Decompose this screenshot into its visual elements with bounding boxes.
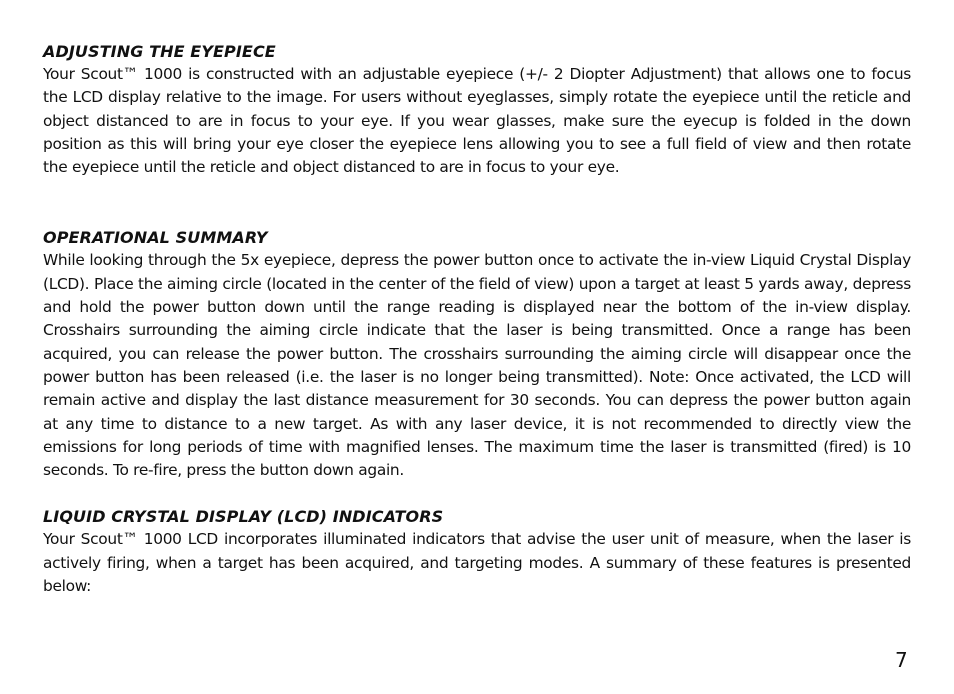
section-lcd-indicators — [43, 505, 911, 598]
section-body: While looking through the 5x eyepiece, depress the power button once to activate the in-view Liquid Crystal Display (LCD). Place the aiming circle (located in the center of the field of view) upon a target at least 5 yards away, depress and hold the power button down until the range reading is displayed near the bottom of the in-view display. Crosshairs surrounding the aiming circle indicate that the laser is being transmitted. Once a range has been acquired, you can release the power button. The crosshairs surrounding the aiming circle will disappear once the power button has been released (i.e. the laser is no longer being transmitted). Note: Once activated, the LCD will remain active and display the last distance measurement for 30 seconds. You can depress the power button again at any time to distance to a new target. As with any laser device, it is not recommended to directly view the emissions for long periods of time with magnified lenses. The maximum time the laser is transmitted (fired) is 10 seconds. To re-fire, press the button down again. — [43, 251, 911, 480]
page-number: 7 — [895, 648, 908, 672]
section-body: Your Scout™ 1000 LCD incorporates illuminated indicators that advise the user unit of measure, when the laser is actively firing, when a target has been acquired, and targeting modes. A summary of these features is presented below: — [43, 530, 911, 596]
section-operational-summary — [43, 226, 911, 482]
manual-page-content — [43, 40, 911, 598]
section-heading: OPERATIONAL SUMMARY — [43, 228, 268, 248]
section-adjusting-eyepiece — [43, 40, 911, 179]
section-body: Your Scout™ 1000 is constructed with an adjustable eyepiece (+/- 2 Diopter Adjustment) that allows one to focus the LCD display relative to the image. For users without eyeglasses, simply rotate the eyepiece until the reticle and object distanced to are in focus to your eye. If you wear glasses, make sure the eyecup is folded in the down position as this will bring your eye closer the eyepiece lens allowing you to see a full field of view and then rotate the eyepiece until the reticle and object distanced to are in focus to your eye. — [43, 65, 911, 177]
section-heading: LIQUID CRYSTAL DISPLAY (LCD) INDICATORS — [43, 507, 444, 527]
section-heading: ADJUSTING THE EYEPIECE — [43, 42, 276, 61]
